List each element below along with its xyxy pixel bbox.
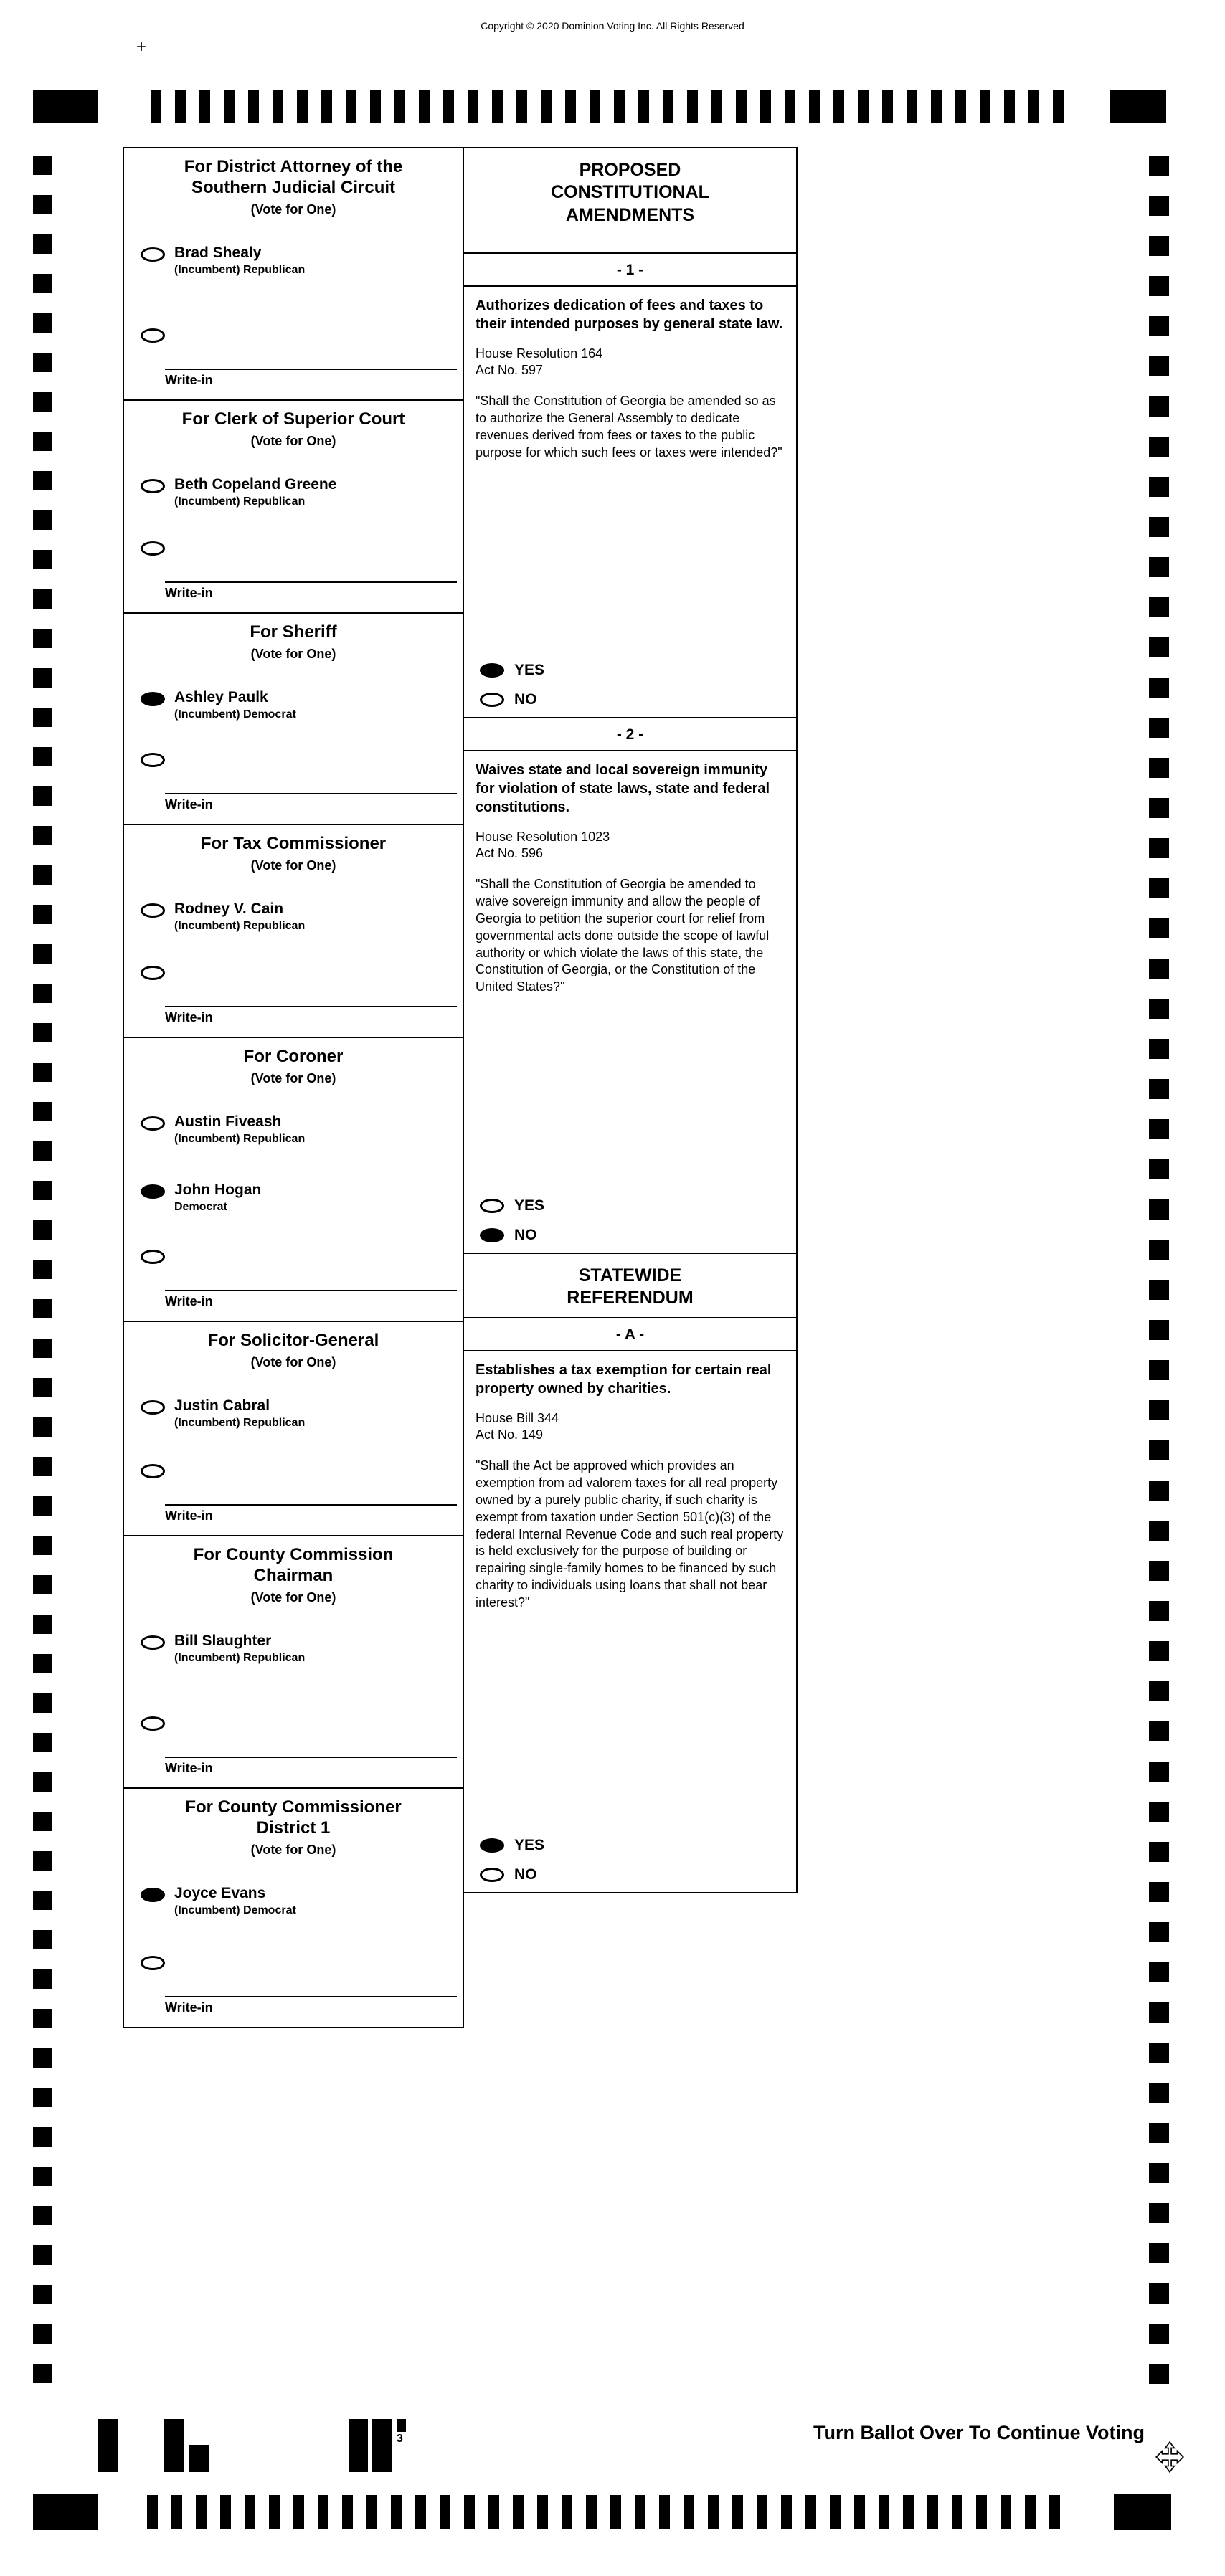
measures-header-line: REFERENDUM — [567, 1288, 694, 1308]
measure-authority — [464, 333, 796, 379]
contest-title — [124, 157, 463, 199]
contest-title-line: For Coroner — [243, 1047, 344, 1066]
contest-instruction: (Vote for One) — [250, 433, 336, 448]
candidate-detail: (Incumbent) Republican — [174, 495, 306, 508]
candidate-text — [174, 900, 305, 933]
contest-title-line: For Solicitor-General — [207, 1331, 379, 1350]
measure-option-label: YES — [514, 1837, 545, 1853]
contest-title-line: District 1 — [256, 1817, 331, 1838]
write-in-label: Write-in — [165, 1294, 213, 1308]
contest-title — [124, 1331, 463, 1351]
timing-mark-bottom-right-block — [1114, 2494, 1171, 2530]
measure-option-oval[interactable] — [480, 1868, 504, 1882]
timing-mark-top-left-block — [33, 90, 98, 123]
contest-title-line: For Tax Commissioner — [200, 834, 387, 853]
measures-section-header — [463, 147, 798, 254]
measure-summary: Establishes a tax exemption for certain real property owned by charities. — [476, 1362, 772, 1397]
measure-box — [463, 717, 798, 1254]
turn-ballot-over-instruction: Turn Ballot Over To Continue Voting — [813, 2422, 1145, 2443]
write-in-area — [165, 793, 457, 812]
write-in-area — [165, 1996, 457, 2015]
registration-plus-icon: + — [136, 37, 147, 57]
measure-summary: Waives state and local sovereign immunity for violation of state laws, state and federal constitutions. — [476, 762, 770, 815]
measure-summary: Authorizes dedication of fees and taxes to their intended purposes by general state law. — [476, 298, 783, 332]
write-in-label: Write-in — [165, 373, 213, 387]
contest-title-line: Southern Judicial Circuit — [191, 177, 396, 197]
write-in-option — [141, 328, 165, 346]
write-in-option — [141, 1956, 165, 1974]
contest-box — [123, 147, 464, 401]
copyright-text: Copyright © 2020 Dominion Voting Inc. All Rights Reserved — [481, 20, 744, 32]
print-mark-bar — [189, 2445, 209, 2472]
candidate-option — [124, 689, 463, 721]
measure-question: "Shall the Constitution of Georgia be amended so as to authorize the General Assembly to dedicate revenues derived from fees or taxes to the public purpose for which such fees or taxes were intended?" — [476, 393, 782, 460]
candidate-detail: (Incumbent) Republican — [174, 1651, 306, 1664]
measures-header-line: PROPOSED — [579, 160, 681, 180]
print-mark-digit: 3 — [397, 2433, 403, 2445]
measure-option — [480, 1837, 544, 1854]
print-mark-bar — [349, 2419, 368, 2472]
candidate-name: John Hogan — [174, 1181, 262, 1198]
candidate-name: Ashley Paulk — [174, 688, 268, 705]
measure-option-label: NO — [514, 1866, 537, 1883]
write-in-option — [141, 1716, 165, 1734]
contest-title-line: For Sheriff — [250, 622, 337, 642]
candidate-name: Brad Shealy — [174, 244, 262, 261]
candidate-oval[interactable] — [141, 903, 165, 918]
contest-title-line: For Clerk of Superior Court — [181, 409, 405, 429]
candidate-option — [124, 1632, 463, 1665]
measure-box — [463, 252, 798, 718]
measure-question: "Shall the Constitution of Georgia be amended to waive sovereign immunity and allow the people of Georgia to petition the superior court for relief from governmental acts done outside the scope of lawful authority or which violate the laws of this state, the Constitution of Georgia, or the Constitution of the United States?" — [476, 876, 770, 994]
write-in-area — [165, 1504, 457, 1524]
measure-option-label: NO — [514, 691, 537, 708]
measure-authority-line: House Resolution 164 — [476, 346, 603, 361]
contest-instruction: (Vote for One) — [250, 1589, 336, 1605]
candidate-detail: (Incumbent) Democrat — [174, 1904, 296, 1916]
candidate-detail: (Incumbent) Democrat — [174, 708, 296, 721]
measure-option-oval[interactable] — [480, 1199, 504, 1213]
contest-box — [123, 1787, 464, 2028]
print-mark-bar — [164, 2419, 184, 2472]
candidate-name: Rodney V. Cain — [174, 900, 284, 917]
contest-title — [124, 1047, 463, 1068]
candidate-detail: (Incumbent) Republican — [174, 1132, 306, 1145]
contest-box — [123, 1321, 464, 1536]
contest-box — [123, 1037, 464, 1322]
write-in-area — [165, 581, 457, 601]
candidate-oval[interactable] — [141, 1116, 165, 1131]
candidate-text — [174, 476, 336, 508]
write-in-label: Write-in — [165, 586, 213, 600]
candidate-oval[interactable] — [141, 692, 165, 706]
contest-instruction: (Vote for One) — [250, 1070, 336, 1085]
measure-option-oval[interactable] — [480, 663, 504, 678]
timing-marks-bottom — [147, 2495, 1060, 2529]
candidate-text — [174, 1113, 305, 1146]
candidate-option — [124, 244, 463, 277]
write-in-label: Write-in — [165, 1508, 213, 1523]
measures-section-header — [463, 1253, 798, 1318]
write-in-oval[interactable] — [141, 1716, 165, 1731]
candidate-oval[interactable] — [141, 1888, 165, 1902]
candidate-name: Justin Cabral — [174, 1397, 270, 1414]
candidate-option — [124, 1397, 463, 1430]
measure-option-label: NO — [514, 1227, 537, 1243]
measure-option — [480, 1866, 544, 1883]
write-in-area — [165, 1290, 457, 1309]
write-in-area — [165, 1757, 457, 1776]
contest-title — [124, 409, 463, 430]
candidate-text — [174, 1885, 296, 1917]
measures-header-line: CONSTITUTIONAL — [551, 182, 709, 203]
print-mark-bar — [397, 2419, 406, 2432]
contest-instruction: (Vote for One) — [250, 201, 336, 217]
measure-options — [480, 1825, 544, 1883]
alignment-cross-icon — [1153, 2440, 1186, 2473]
candidate-text — [174, 1632, 305, 1665]
write-in-option — [141, 541, 165, 559]
measure-question: "Shall the Act be approved which provides an exemption from ad valorem taxes for all real property owned by a purely public charity, if such charity is exempt from taxation under Section 501(c)(3) of the federal Internal Revenue Code and such real property is held exclusively for the purpose of building or repairing single-family homes to be financed by such charity to individuals using loans that shall not bear interest?" — [476, 1458, 784, 1610]
candidate-option — [124, 1885, 463, 1917]
write-in-option — [141, 753, 165, 771]
measure-authority-line: House Resolution 1023 — [476, 830, 610, 844]
contest-title — [124, 1545, 463, 1587]
contest-instruction: (Vote for One) — [250, 1354, 336, 1369]
candidate-name: Joyce Evans — [174, 1884, 266, 1901]
measure-options — [480, 650, 544, 708]
write-in-label: Write-in — [165, 1010, 213, 1025]
contest-title — [124, 622, 463, 643]
measure-option-oval[interactable] — [480, 1838, 504, 1853]
candidate-text — [174, 689, 296, 721]
measure-authority-line: Act No. 149 — [476, 1427, 544, 1443]
measure-option — [480, 691, 544, 708]
contest-title-line: For County Commissioner — [185, 1797, 402, 1817]
timing-mark-top-right-block — [1110, 90, 1166, 123]
measure-options — [480, 1185, 544, 1244]
candidate-text — [174, 244, 305, 277]
candidate-oval[interactable] — [141, 1184, 165, 1199]
candidate-text — [174, 1182, 261, 1214]
measures-header-line: STATEWIDE — [578, 1265, 682, 1285]
write-in-label: Write-in — [165, 797, 213, 812]
measure-number: - A - — [615, 1326, 645, 1343]
write-in-option — [141, 1250, 165, 1268]
contests-column — [123, 147, 464, 2028]
measures-header-line: AMENDMENTS — [565, 204, 695, 225]
print-mark-bar — [372, 2419, 392, 2472]
candidate-oval[interactable] — [141, 247, 165, 262]
measure-number: - 1 - — [616, 262, 644, 278]
candidate-oval[interactable] — [141, 1400, 165, 1415]
write-in-area — [165, 1006, 457, 1025]
contest-title — [124, 1797, 463, 1839]
write-in-option — [141, 966, 165, 984]
contest-box — [123, 1535, 464, 1789]
candidate-oval[interactable] — [141, 479, 165, 493]
candidate-name: Austin Fiveash — [174, 1113, 282, 1130]
contest-box — [123, 612, 464, 825]
candidate-option — [124, 900, 463, 933]
contest-title-line: Chairman — [253, 1565, 334, 1585]
measures-column — [463, 147, 798, 1893]
measure-option-oval[interactable] — [480, 1228, 504, 1242]
measure-authority-line: Act No. 596 — [476, 846, 544, 861]
candidate-name: Beth Copeland Greene — [174, 475, 337, 493]
write-in-label: Write-in — [165, 2000, 213, 2015]
candidate-option — [124, 476, 463, 508]
candidate-detail: Democrat — [174, 1200, 227, 1213]
measure-option — [480, 1197, 544, 1215]
write-in-option — [141, 1464, 165, 1482]
contest-title-line: For County Commission — [193, 1545, 394, 1564]
write-in-oval[interactable] — [141, 328, 165, 343]
measure-option — [480, 1227, 544, 1244]
write-in-oval[interactable] — [141, 541, 165, 556]
write-in-oval[interactable] — [141, 966, 165, 980]
write-in-label: Write-in — [165, 1761, 213, 1775]
contest-box — [123, 824, 464, 1038]
candidate-detail: (Incumbent) Republican — [174, 1416, 306, 1429]
contest-title-line: For District Attorney of the — [184, 157, 403, 176]
candidate-option — [124, 1182, 463, 1214]
measure-authority — [464, 817, 796, 862]
measure-number: - 2 - — [616, 726, 644, 743]
contest-instruction: (Vote for One) — [250, 646, 336, 661]
candidate-text — [174, 1397, 305, 1430]
write-in-oval[interactable] — [141, 1250, 165, 1264]
timing-marks-left — [33, 156, 52, 2383]
timing-marks-top — [151, 90, 1064, 123]
print-mark-bar — [98, 2419, 118, 2472]
write-in-oval[interactable] — [141, 753, 165, 767]
timing-mark-bottom-left-block — [33, 2494, 98, 2530]
contest-title — [124, 834, 463, 855]
measure-option-oval[interactable] — [480, 693, 504, 707]
candidate-option — [124, 1113, 463, 1146]
candidate-detail: (Incumbent) Republican — [174, 919, 306, 932]
write-in-oval[interactable] — [141, 1956, 165, 1970]
contest-instruction: (Vote for One) — [250, 1842, 336, 1857]
measure-authority — [464, 1398, 796, 1444]
measure-authority-line: House Bill 344 — [476, 1411, 559, 1425]
measure-option — [480, 662, 544, 679]
write-in-oval[interactable] — [141, 1464, 165, 1478]
candidate-detail: (Incumbent) Republican — [174, 263, 306, 276]
candidate-oval[interactable] — [141, 1635, 165, 1650]
contest-box — [123, 399, 464, 614]
measure-option-label: YES — [514, 1197, 545, 1214]
candidate-name: Bill Slaughter — [174, 1632, 272, 1649]
measure-option-label: YES — [514, 662, 545, 678]
write-in-area — [165, 369, 457, 388]
contest-instruction: (Vote for One) — [250, 857, 336, 873]
measure-authority-line: Act No. 597 — [476, 363, 544, 378]
timing-marks-right — [1149, 156, 1169, 2384]
measure-box — [463, 1317, 798, 1893]
